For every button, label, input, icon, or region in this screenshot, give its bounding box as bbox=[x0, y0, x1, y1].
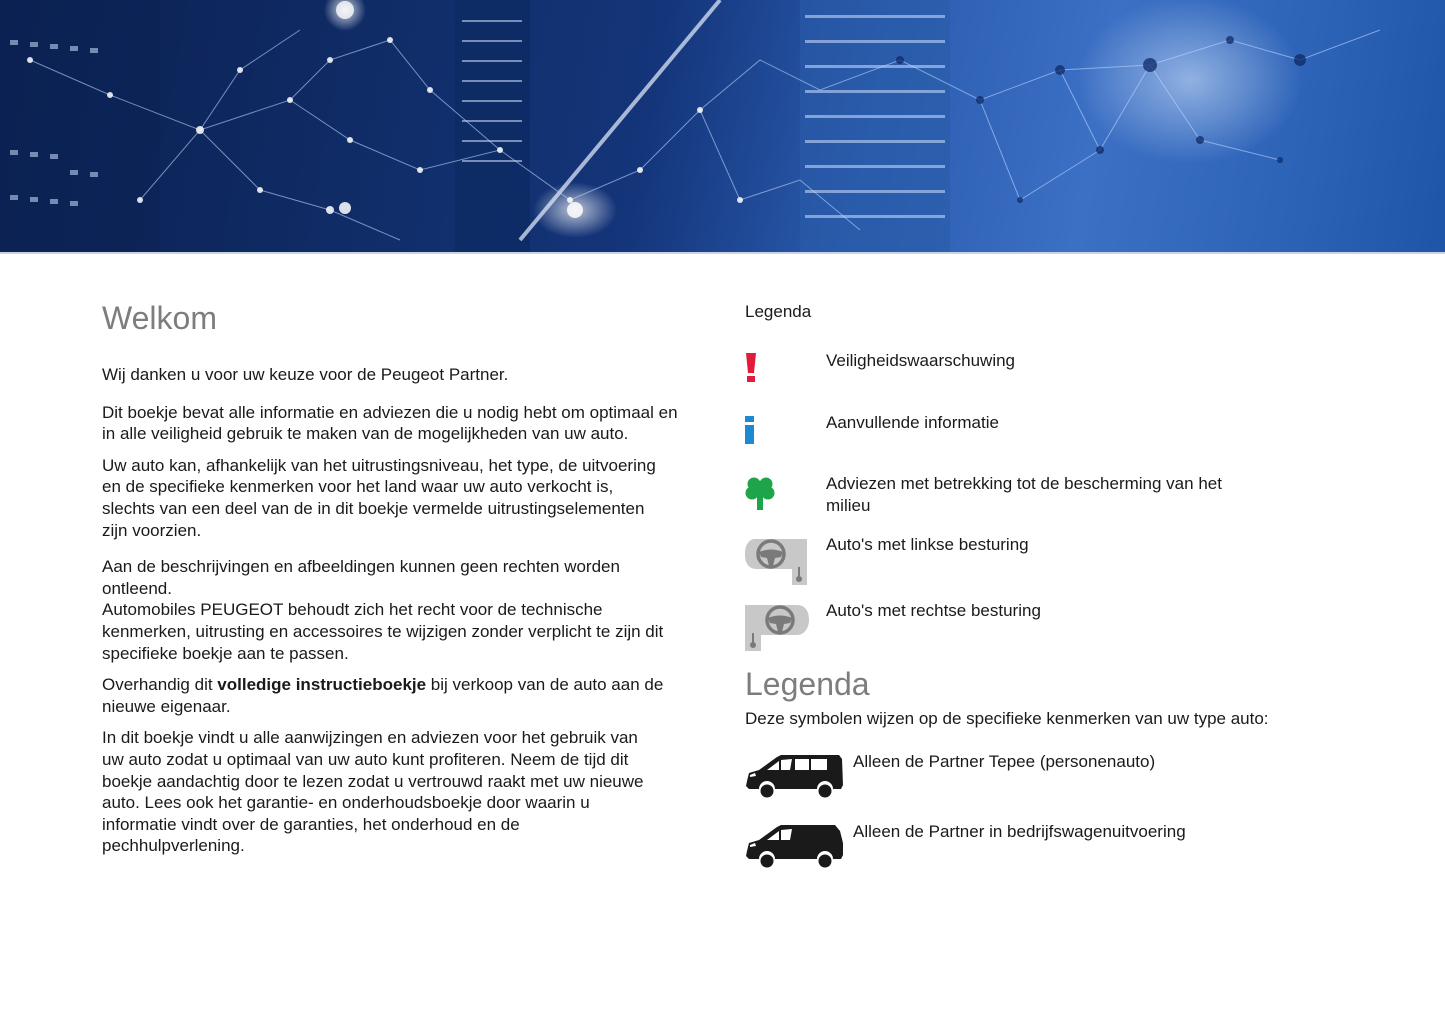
welcome-paragraph-2: Dit boekje bevat alle informatie en adviezen die u nodig hebt om optimaal en in alle veiligheid gebruik te maken van de mogelijkheden van uw auto. bbox=[102, 402, 678, 444]
legend-item-label: Auto's met linkse besturing bbox=[826, 535, 1029, 554]
legend-item-label: Adviezen met betrekking tot de bescherming van het milieu bbox=[826, 474, 1222, 515]
tree-icon bbox=[745, 475, 777, 511]
left-hand-drive-icon bbox=[745, 537, 809, 587]
welcome-paragraph-5: Automobiles PEUGEOT behoudt zich het recht voor de technische kenmerken, uitrusting en accessoires te wijzigen zonder verplicht te zijn dit specifieke boekje aan te passen. bbox=[102, 600, 664, 663]
welcome-section bbox=[102, 296, 702, 867]
welcome-paragraph-1: Wij danken u voor uw keuze voor de Peugeot Partner. bbox=[102, 365, 509, 384]
welcome-title: Welkom bbox=[102, 300, 217, 336]
commercial-van-icon bbox=[745, 823, 845, 869]
handover-text-after: bij verkoop van de auto aan de nieuwe eigenaar. bbox=[102, 675, 664, 716]
vehicle-legend-subtitle: Deze symbolen wijzen op de specifieke kenmerken van uw type auto: bbox=[745, 709, 1269, 728]
vehicle-legend-item-label: Alleen de Partner in bedrijfswagenuitvoering bbox=[853, 822, 1186, 841]
handover-text-bold: volledige instructieboekje bbox=[217, 675, 427, 695]
legend-item-label: Veiligheidswaarschuwing bbox=[826, 351, 1016, 370]
vehicle-legend-item-label: Alleen de Partner Tepee (personenauto) bbox=[853, 752, 1156, 771]
welcome-paragraph-4: Aan de beschrijvingen en afbeeldingen kunnen geen rechten worden ontleend. bbox=[102, 557, 620, 598]
network-overlay-graphic bbox=[0, 0, 1445, 252]
legend-section bbox=[745, 300, 1385, 841]
handover-paragraph bbox=[102, 674, 692, 717]
legend-title: Legenda bbox=[745, 302, 812, 321]
info-icon bbox=[745, 416, 759, 446]
right-hand-drive-icon bbox=[745, 603, 809, 653]
welcome-paragraph-3: Uw auto kan, afhankelijk van het uitrustingsniveau, het type, de uitvoering en de specifieke kenmerken voor het land waar uw auto verkocht is, slechts van een deel van de in dit boekje vermelde uitrustingselementen zijn voorzien. bbox=[102, 455, 656, 540]
banner-divider bbox=[0, 252, 1445, 254]
closing-paragraph: In dit boekje vindt u alle aanwijzingen en adviezen voor het gebruik van uw auto zodat u optimaal van uw auto kunt profiteren. Neem de tijd dit boekje aandachtig door te lezen zodat u vertrouwd raakt met uw nieuwe auto. Lees ook het garantie- en onderhoudsboekje door waarin u informatie vindt over de garanties, het onderhoud en de pechhulpverlening. bbox=[102, 728, 644, 856]
header-banner-image bbox=[0, 0, 1445, 252]
legend-item-label: Auto's met rechtse besturing bbox=[826, 601, 1041, 620]
passenger-van-icon bbox=[745, 753, 845, 799]
exclamation-icon bbox=[745, 353, 759, 383]
handover-text-before: Overhandig dit bbox=[102, 675, 218, 695]
vehicle-legend-title: Legenda bbox=[745, 666, 870, 702]
legend-item-label: Aanvullende informatie bbox=[826, 413, 999, 432]
